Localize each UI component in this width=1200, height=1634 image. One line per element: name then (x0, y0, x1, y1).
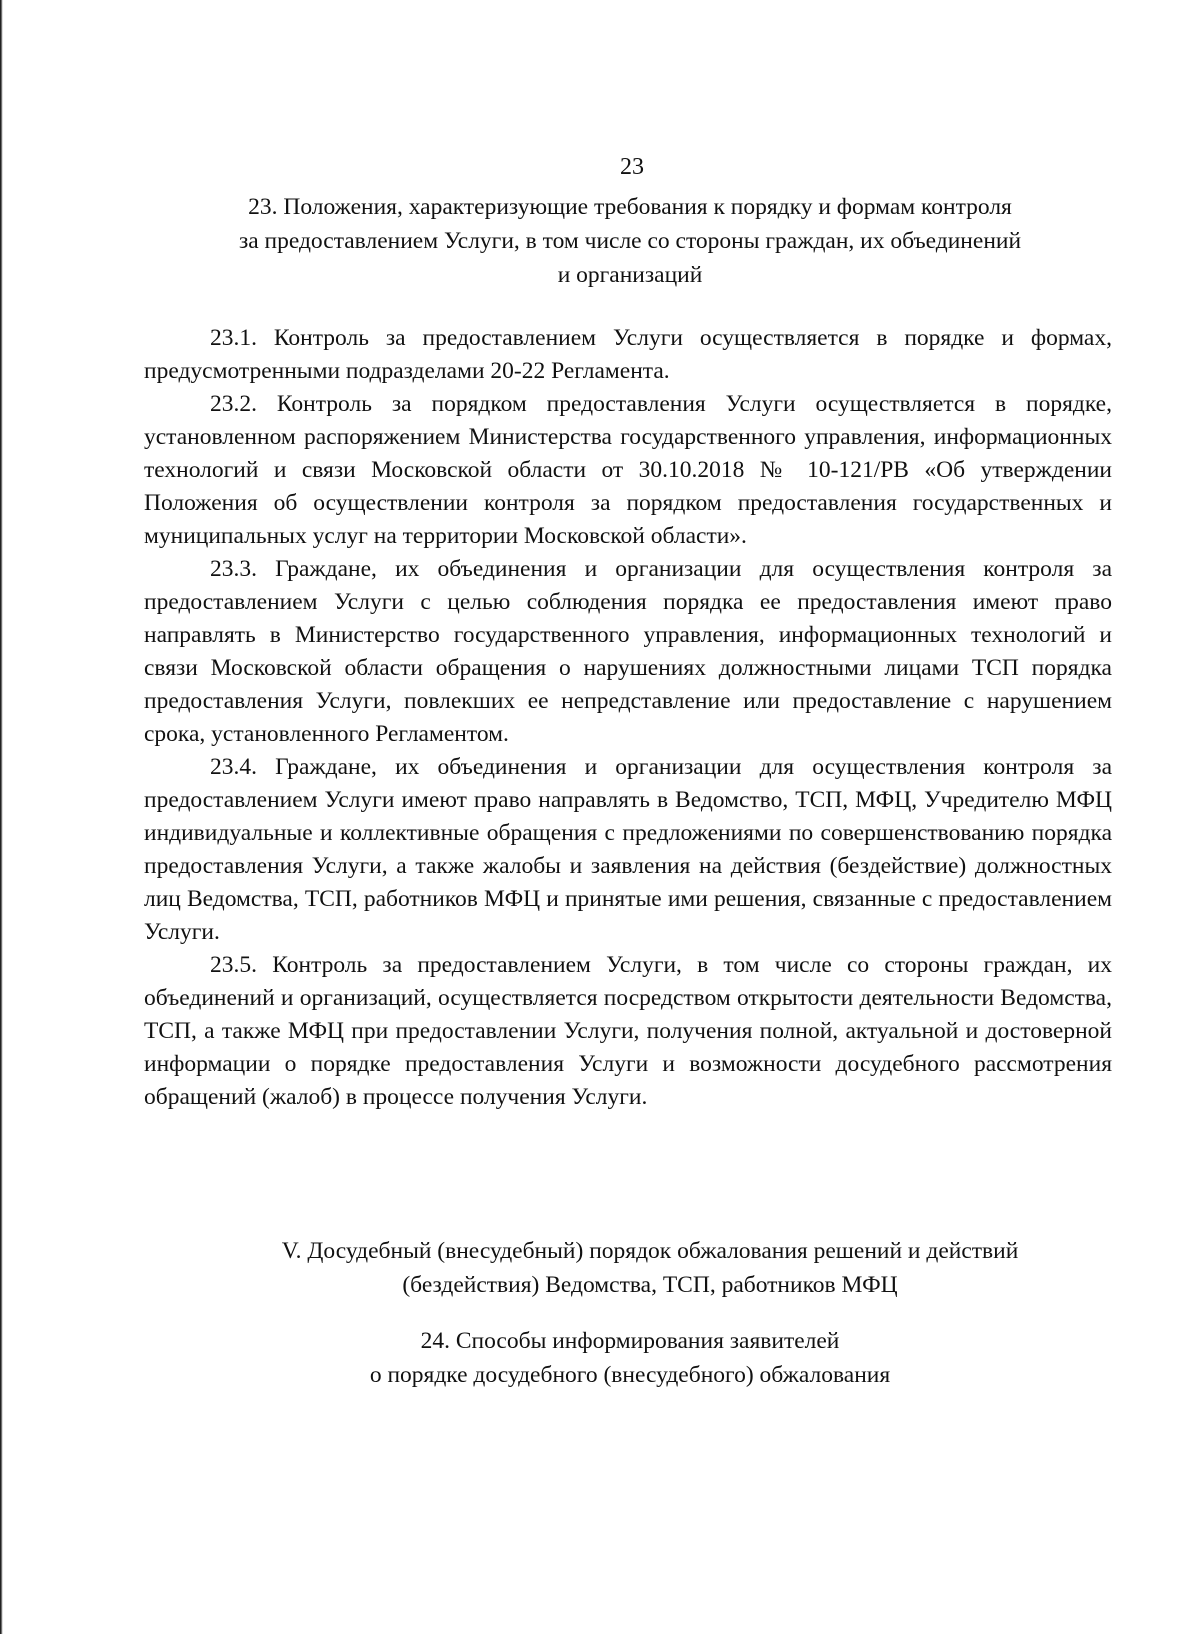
paragraph-23-4: 23.4. Граждане, их объединения и организации для осуществления контроля за предоставлением Услуги имеют право направлять в Ведомство, ТСП, МФЦ, Учредителю МФЦ индивидуальные и коллективные обращения с предложениями по совершенствованию порядка предоставления Услуги, а также жалобы и заявления на действия (бездействие) должностных лиц Ведомства, ТСП, работников МФЦ и принятые ими решения, связанные с предоставлением Услуги. (144, 754, 1112, 945)
heading-line: (бездействия) Ведомства, ТСП, работников МФЦ (402, 1272, 898, 1298)
section-v-heading (220, 1234, 1080, 1302)
page-number: 23 (620, 154, 644, 180)
heading-line: за предоставлением Услуги, в том числе со стороны граждан, их объединений (238, 228, 1022, 254)
section-24-heading (300, 1324, 960, 1392)
paragraph-23-3: 23.3. Граждане, их объединения и организации для осуществления контроля за предоставлением Услуги с целью соблюдения порядка ее предоставления имеют право направлять в Министерство государственного управления, информационных технологий и связи Московской области обращения о нарушениях должностными лицами ТСП порядка предоставления Услуги, повлекших ее непредставление или предоставление с нарушением срока, установленного Регламентом. (144, 556, 1112, 747)
scan-edge (0, 0, 3, 1634)
paragraph-23-5: 23.5. Контроль за предоставлением Услуги, в том числе со стороны граждан, их объединений и организаций, осуществляется посредством открытости деятельности Ведомства, ТСП, а также МФЦ при предоставлении Услуги, получения полной, актуальной и достоверной информации о порядке предоставления Услуги и возможности досудебного рассмотрения обращений (жалоб) в процессе получения Услуги. (144, 952, 1112, 1110)
section-23-heading (170, 190, 1090, 292)
heading-line: 24. Способы информирования заявителей (420, 1328, 840, 1354)
heading-line: V. Досудебный (внесудебный) порядок обжалования решений и действий (281, 1238, 1019, 1264)
section-23-body (144, 322, 1112, 1114)
paragraph-23-2: 23.2. Контроль за порядком предоставления Услуги осуществляется в порядке, установленном распоряжением Министерства государственного управления, информационных технологий и связи Московской области от 30.10.2018 № 10-121/РВ «Об утверждении Положения об осуществлении контроля за порядком предоставления государственных и муниципальных услуг на территории Московской области». (144, 391, 1112, 549)
heading-line: 23. Положения, характеризующие требования к порядку и формам контроля (248, 194, 1012, 220)
heading-line: и организаций (557, 262, 703, 288)
paragraph-23-1: 23.1. Контроль за предоставлением Услуги осуществляется в порядке и формах, предусмотренными подразделами 20-22 Регламента. (144, 325, 1112, 384)
heading-line: о порядке досудебного (внесудебного) обжалования (369, 1362, 891, 1388)
